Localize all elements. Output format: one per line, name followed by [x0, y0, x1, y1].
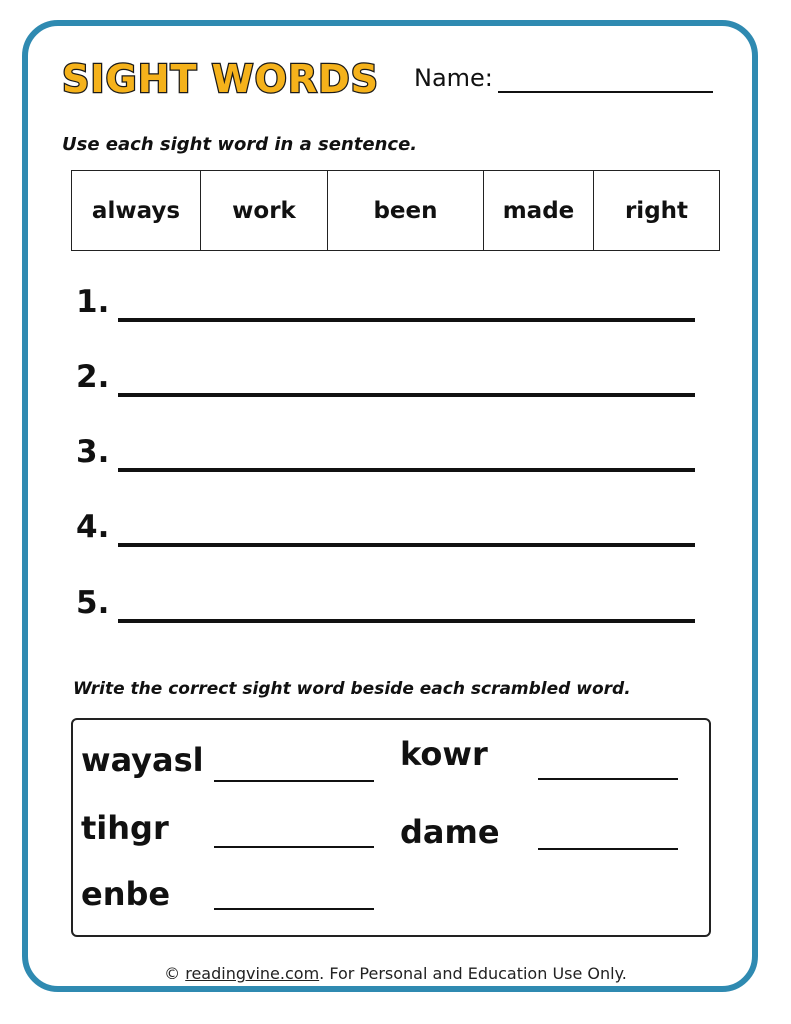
footer-link[interactable]: readingvine.com [185, 964, 320, 983]
footer [0, 966, 791, 982]
scramble-answer-line[interactable] [538, 778, 678, 780]
scrambled-word: dame [400, 813, 500, 851]
word-bank [71, 170, 720, 251]
scramble-answer-line[interactable] [214, 780, 374, 782]
footer-text: . For Personal and Education Use Only. [319, 964, 627, 983]
sentence-answer-line[interactable] [118, 468, 695, 472]
sentence-answer-line[interactable] [118, 619, 695, 623]
scrambled-word: kowr [400, 735, 488, 773]
scramble-answer-line[interactable] [538, 848, 678, 850]
sentence-answer-line[interactable] [118, 543, 695, 547]
sentence-number: 5. [76, 585, 110, 621]
word-bank-cell: made [484, 171, 594, 250]
scramble-instruction: Write the correct sight word beside each scrambled word. [73, 679, 631, 699]
scrambled-word: wayasl [81, 741, 204, 779]
word-bank-cell: right [624, 197, 689, 224]
scrambled-word: enbe [81, 875, 171, 913]
sentence-row [76, 585, 696, 638]
scramble-answer-line[interactable] [214, 908, 374, 910]
name-field-line[interactable] [498, 91, 713, 93]
sentence-row [76, 509, 696, 562]
sentence-row [76, 284, 696, 337]
scrambled-word: tihgr [81, 809, 169, 847]
sentence-row [76, 359, 696, 412]
word-bank-cell: always [72, 171, 201, 250]
sentence-number: 2. [76, 359, 110, 395]
scramble-box [71, 718, 711, 937]
word-bank-cell: work [201, 171, 328, 250]
page-title: SIGHT WORDS [62, 57, 380, 101]
sentence-answer-line[interactable] [118, 318, 695, 322]
sentence-answer-line[interactable] [118, 393, 695, 397]
word-bank-cell: been [328, 171, 484, 250]
sentence-number: 3. [76, 434, 110, 470]
name-label: Name: [414, 64, 493, 92]
sentence-row [76, 434, 696, 487]
copyright-symbol: © [164, 964, 181, 983]
sentence-number: 1. [76, 284, 110, 320]
scramble-answer-line[interactable] [214, 846, 374, 848]
sentence-number: 4. [76, 509, 110, 545]
sentence-instruction: Use each sight word in a sentence. [62, 134, 418, 155]
